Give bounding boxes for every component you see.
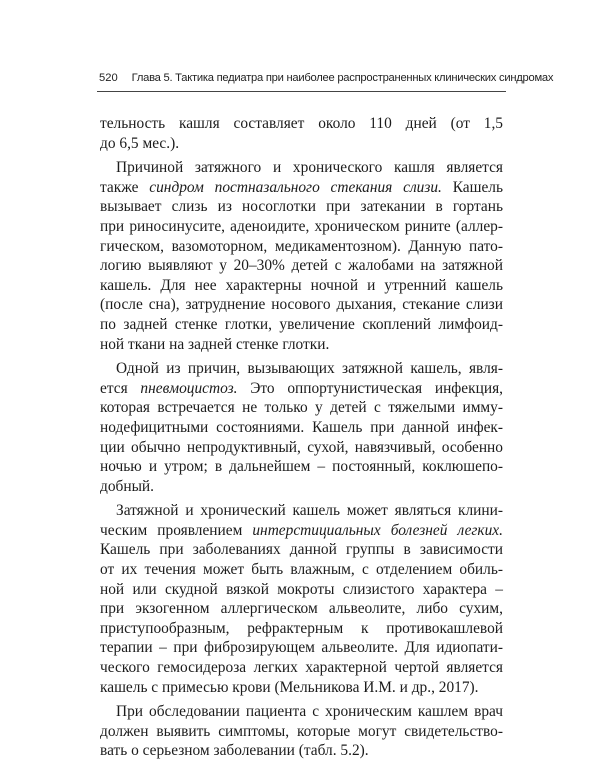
text-line: Затяжной и хронический кашель может являться клини- <box>116 502 503 520</box>
text-line: логию выявляют у 20–30% детей с жалобами на затяжной <box>100 257 503 275</box>
paragraph <box>100 702 503 761</box>
text-line: ческого гемосидероза легких характерной чертой является <box>100 659 503 677</box>
text-line: при экзогенном аллергическом альвеолите, либо сухим, <box>100 600 503 618</box>
text-line: При обследовании пациента с хроническим кашлем врач <box>116 703 503 721</box>
body-text <box>100 114 503 766</box>
text-line: до 6,5 мес.). <box>100 134 180 152</box>
chapter-title: Глава 5. Тактика педиатра при наиболее распространенных клинических синдромах <box>131 72 554 84</box>
header-rule <box>97 91 506 92</box>
text-line: терапии – при фиброзирующем альвеолите. Для идиопати- <box>100 639 503 657</box>
italic-term: пневмоцистоз. <box>140 379 238 397</box>
paragraph <box>100 158 503 354</box>
text-line: также синдром постназального стекания слизи. Кашель <box>100 178 503 196</box>
text-line: Кашель при заболеваниях данной группы в зависимости <box>100 541 503 559</box>
italic-term: интерстициальных болезней легких. <box>252 521 503 539</box>
text-line: (после сна), затруднение носового дыхания, стекание слизи <box>100 296 503 314</box>
text-line: по задней стенке глотки, увеличение скоплений лимфоид- <box>100 315 503 333</box>
text-line: нодефицитными состояниями. Кашель при данной инфек- <box>100 418 503 436</box>
running-head <box>99 72 554 84</box>
text-line: приступообразным, рефрактерным к противокашлевой <box>100 619 503 637</box>
page-number: 520 <box>99 72 118 84</box>
text-line: ции обычно непродуктивный, сухой, навязчивый, особенно <box>100 438 503 456</box>
paragraph <box>100 501 503 697</box>
text-line: ночью и утром; в дальнейшем – постоянный, коклюшепо- <box>100 458 503 476</box>
italic-term: синдром постназального стекания слизи. <box>149 178 442 196</box>
text-line: которая встречается не только у детей с тяжелыми имму- <box>100 399 503 417</box>
text-line: гическом, вазомоторном, медикаментозном). Данную пато- <box>100 237 503 255</box>
text-line: ческим проявлением интерстициальных болезней легких. <box>100 521 503 539</box>
paragraph <box>100 114 503 153</box>
text-line: ной или скудной вязкой мокроты слизистого характера – <box>100 580 503 598</box>
text-line: кашель. Для нее характерны ночной и утренний кашель <box>100 276 503 294</box>
text-line: кашель с примесью крови (Мельникова И.М. и др., 2017). <box>100 678 479 696</box>
text-line: от их течения может быть влажным, с отделением обиль- <box>100 561 503 579</box>
text-line: вызывает слизь из носоглотки при затекании в гортань <box>100 198 503 216</box>
text-line: тельность кашля составляет около 110 дней (от 1,5 <box>100 115 503 132</box>
text-line: при риносинусите, аденоидите, хроническом рините (аллер- <box>100 217 503 235</box>
text-line: вать о серьезном заболевании (табл. 5.2). <box>100 742 369 760</box>
text-line: ется пневмоцистоз. Это оппортунистическая инфекция, <box>100 379 503 397</box>
text-line: должен выявить симптомы, которые могут свидетельство- <box>100 722 503 740</box>
text-line: Одной из причин, вызывающих затяжной кашель, явля- <box>116 360 503 378</box>
text-line: добный. <box>100 477 155 495</box>
paragraph <box>100 359 503 496</box>
text-line: ной ткани на задней стенке глотки. <box>100 335 330 353</box>
text-line: Причиной затяжного и хронического кашля является <box>116 159 503 177</box>
